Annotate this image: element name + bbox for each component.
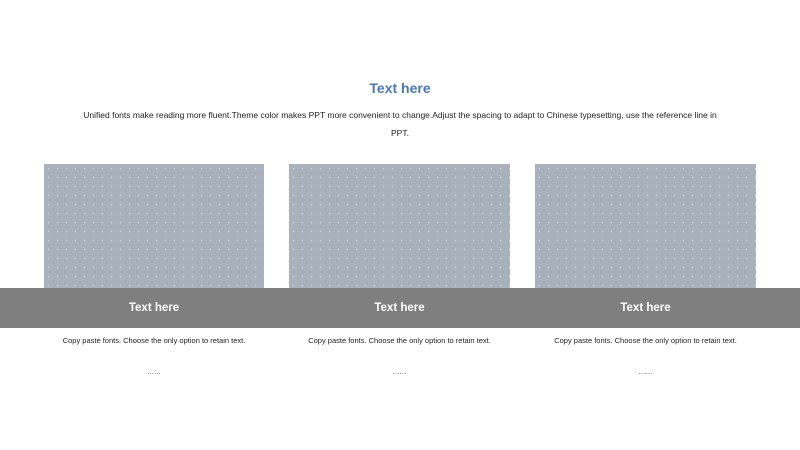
card-3-label: Text here bbox=[620, 302, 671, 314]
image-placeholder-3 bbox=[535, 164, 756, 288]
slide-title: Text here bbox=[369, 80, 431, 96]
card-2-more: …… bbox=[392, 369, 407, 376]
image-placeholder-1 bbox=[44, 164, 264, 288]
card-2-label: Text here bbox=[374, 302, 425, 314]
card-3-caption: Copy paste fonts. Choose the only option to retain text. bbox=[554, 336, 737, 345]
card-1-caption: Copy paste fonts. Choose the only option to retain text. bbox=[62, 336, 246, 345]
image-placeholder-2 bbox=[289, 164, 510, 288]
card-1-label: Text here bbox=[128, 302, 180, 314]
label-band bbox=[0, 288, 800, 328]
card-2-caption: Copy paste fonts. Choose the only option to retain text. bbox=[308, 336, 491, 345]
slide-subtitle: Unified fonts make reading more fluent.Theme color makes PPT more convenient to change.Adjust the spacing to adapt to Chinese typesetting, use the reference line in PPT. bbox=[83, 110, 717, 138]
card-3-more: …… bbox=[638, 369, 653, 376]
card-1-more: …… bbox=[147, 369, 161, 376]
